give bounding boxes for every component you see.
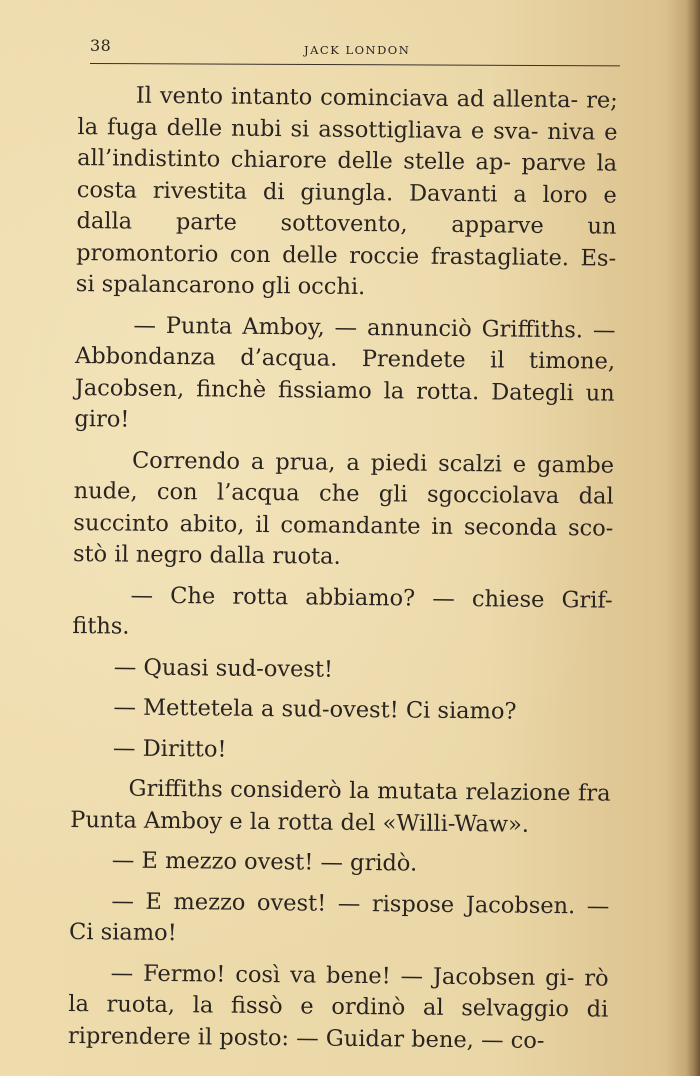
running-title: JACK LONDON xyxy=(304,43,411,57)
paragraph: — Mettetela a sud-ovest! Ci siamo? xyxy=(113,694,517,725)
paragraph: — E mezzo ovest! — rispose Jacobsen. — Ci siamo! xyxy=(68,887,610,947)
paragraph: — E mezzo ovest! — gridò. xyxy=(111,847,418,877)
page-number: 38 xyxy=(90,36,112,55)
paragraph: — Fermo! così va bene! — Jacobsen gi- rò la ruota, la fissò e ordinò al selvaggio di riprendere il posto: — Guidar bene, — co- xyxy=(67,959,609,1054)
paragraph: Correndo a prua, a piedi scalzi e gambe nude, con l’acqua che gli sgocciolava dal succinto abito, il comandante in seconda sco- stò il negro dalla ruota. xyxy=(72,447,615,570)
paragraph: Griffiths considerò la mutata relazione fra Punta Amboy e la rotta del «Willi-Waw». xyxy=(70,775,611,838)
body-text xyxy=(68,80,618,1067)
paragraph: — Che rotta abbiamo? — chiese Grif- fiths. xyxy=(72,582,613,640)
paragraph: — Diritto! xyxy=(112,734,227,763)
running-head xyxy=(90,36,618,60)
paragraph: — Punta Amboy, — annunciò Griffiths. — Abbondanza d’acqua. Prendete il timone, Jacobsen, finchè fissiamo la rotta. Dategli un giro! xyxy=(74,312,616,433)
paragraph: — Quasi sud-ovest! xyxy=(113,653,334,683)
header-rule xyxy=(90,63,620,66)
paragraph: Il vento intanto cominciava ad allenta- re; la fuga delle nubi si assottigliava e sva- niva e all’indistinto chiarore delle stelle ap- parve la costa rivestita di giungla. Davanti a loro e dalla parte sottovento, apparve un promontorio con delle roccie frastagliate. Es- si spalancarono gli occhi. xyxy=(75,82,618,301)
